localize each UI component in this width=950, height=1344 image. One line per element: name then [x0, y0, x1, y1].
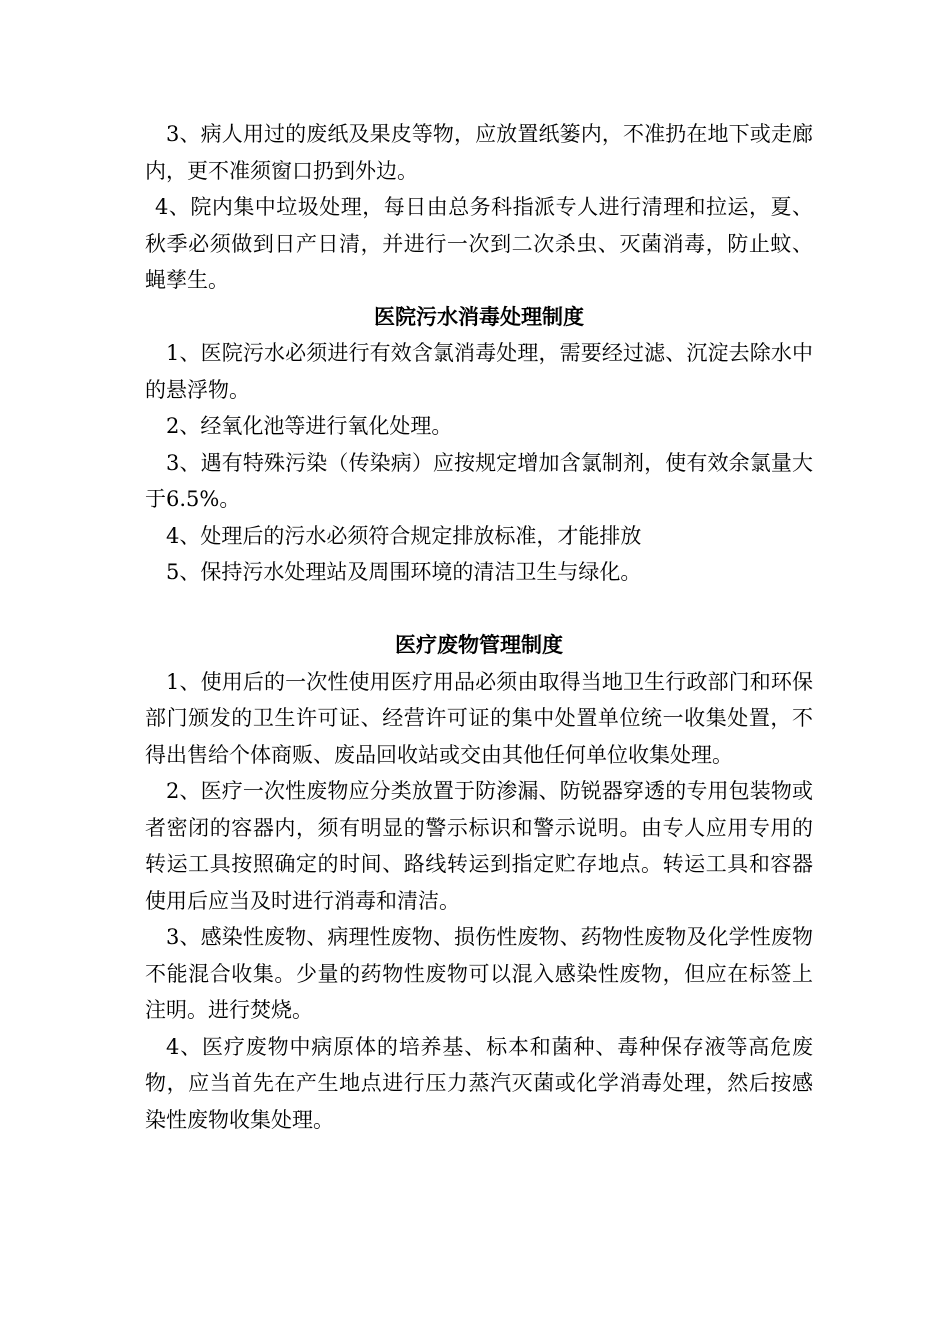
sewage-item-2: 2、经氧化池等进行氧化处理。: [166, 414, 453, 438]
section-gap: [145, 591, 813, 628]
intro-paragraph-3: 3、病人用过的废纸及果皮等物，应放置纸篓内，不准扔在地下或走廊内，更不准须窗口扔到外边。: [145, 122, 813, 183]
waste-item-2: 2、医疗一次性废物应分类放置于防渗漏、防锐器穿透的专用包装物或者密闭的容器内，须有明显的警示标识和警示说明。由专人应用专用的转运工具按照确定的时间、路线转运到指定贮存地点。转运工具和容器使用后应当及时进行消毒和清洁。: [145, 779, 813, 913]
waste-item-1: 1、使用后的一次性使用医疗用品必须由取得当地卫生行政部门和环保部门颁发的卫生许可证、经营许可证的集中处置单位统一收集处置，不得出售给个体商贩、废品回收站或交由其他任何单位收集处理。: [145, 669, 813, 767]
sewage-item-3: 3、遇有特殊污染（传染病）应按规定增加含氯制剂，使有效余氯量大于6.5%。: [145, 450, 813, 511]
document-body: [145, 116, 813, 1138]
sewage-item-4: 4、处理后的污水必须符合规定排放标准，才能排放: [166, 523, 642, 548]
waste-item-4: 4、医疗废物中病原体的培养基、标本和菌种、毒种保存液等高危废物，应当首先在产生地点进行压力蒸汽灭菌或化学消毒处理，然后按感染性废物收集处理。: [145, 1034, 813, 1132]
waste-item-3: 3、感染性废物、病理性废物、损伤性废物、药物性废物及化学性废物不能混合收集。少量的药物性废物可以混入感染性废物，但应在标签上注明。进行焚烧。: [145, 925, 813, 1022]
sewage-item-1: 1、医院污水必须进行有效含氯消毒处理，需要经过滤、沉淀去除水中的悬浮物。: [145, 341, 813, 402]
intro-paragraph-4: 4、院内集中垃圾处理，每日由总务科指派专人进行清理和拉运，夏、秋季必须做到日产日清，并进行一次到二次杀虫、灭菌消毒，防止蚊、蝇孳生。: [145, 195, 813, 292]
sewage-section-title: 医院污水消毒处理制度: [374, 303, 584, 329]
waste-section-title: 医疗废物管理制度: [395, 632, 563, 657]
sewage-item-5: 5、保持污水处理站及周围环境的清洁卫生与绿化。: [166, 560, 642, 584]
